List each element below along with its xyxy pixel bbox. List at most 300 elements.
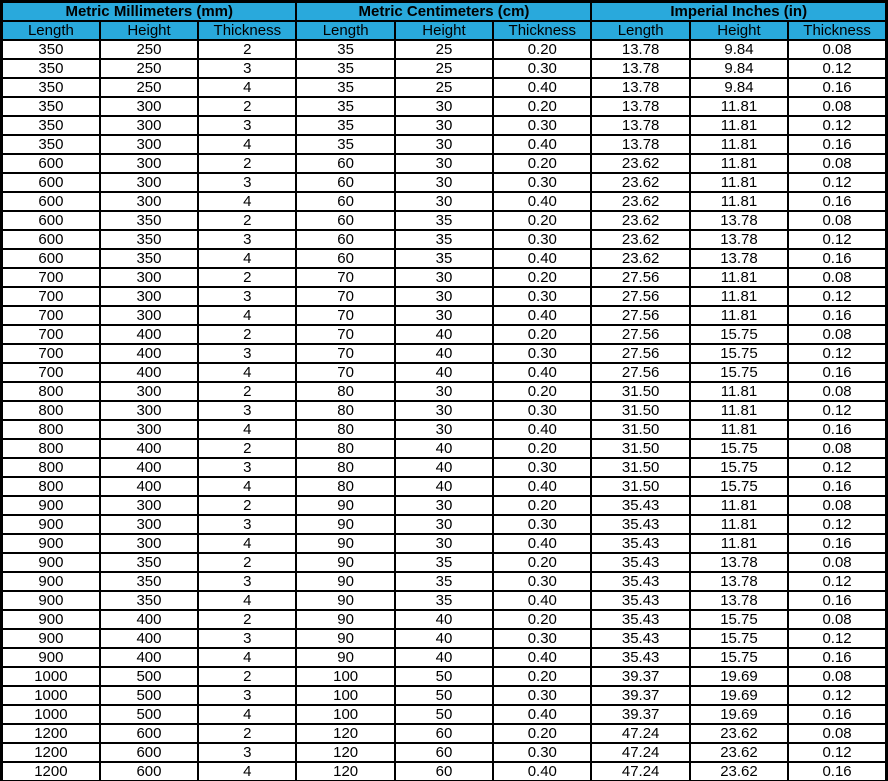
table-cell[interactable]: 600 <box>100 724 198 743</box>
table-cell[interactable]: 23.62 <box>591 249 689 268</box>
table-cell[interactable]: 11.81 <box>690 192 788 211</box>
table-cell[interactable]: 350 <box>100 230 198 249</box>
table-cell[interactable]: 400 <box>100 648 198 667</box>
table-cell[interactable]: 35 <box>296 116 394 135</box>
table-cell[interactable]: 9.84 <box>690 40 788 59</box>
table-cell[interactable]: 300 <box>100 192 198 211</box>
table-cell[interactable]: 30 <box>395 173 493 192</box>
table-cell[interactable]: 60 <box>296 173 394 192</box>
table-cell[interactable]: 30 <box>395 515 493 534</box>
table-cell[interactable]: 60 <box>296 192 394 211</box>
table-cell[interactable]: 0.20 <box>493 40 591 59</box>
table-cell[interactable]: 4 <box>198 477 296 496</box>
table-cell[interactable]: 100 <box>296 705 394 724</box>
table-cell[interactable]: 15.75 <box>690 325 788 344</box>
table-cell[interactable]: 31.50 <box>591 439 689 458</box>
table-cell[interactable]: 2 <box>198 154 296 173</box>
table-cell[interactable]: 30 <box>395 534 493 553</box>
table-cell[interactable]: 0.12 <box>788 629 886 648</box>
table-cell[interactable]: 0.30 <box>493 401 591 420</box>
table-cell[interactable]: 4 <box>198 705 296 724</box>
table-cell[interactable]: 3 <box>198 287 296 306</box>
table-cell[interactable]: 13.78 <box>690 591 788 610</box>
table-cell[interactable]: 15.75 <box>690 458 788 477</box>
table-cell[interactable]: 1000 <box>2 705 100 724</box>
table-cell[interactable]: 35 <box>395 591 493 610</box>
table-cell[interactable]: 35.43 <box>591 534 689 553</box>
table-cell[interactable]: 0.08 <box>788 724 886 743</box>
table-cell[interactable]: 35.43 <box>591 553 689 572</box>
table-cell[interactable]: 0.12 <box>788 686 886 705</box>
table-cell[interactable]: 35 <box>395 553 493 572</box>
table-cell[interactable]: 23.62 <box>591 173 689 192</box>
table-cell[interactable]: 30 <box>395 97 493 116</box>
table-cell[interactable]: 40 <box>395 325 493 344</box>
table-cell[interactable]: 700 <box>2 363 100 382</box>
table-cell[interactable]: 35 <box>395 249 493 268</box>
table-cell[interactable]: 30 <box>395 420 493 439</box>
table-cell[interactable]: 31.50 <box>591 401 689 420</box>
table-cell[interactable]: 300 <box>100 97 198 116</box>
table-cell[interactable]: 2 <box>198 268 296 287</box>
table-cell[interactable]: 500 <box>100 667 198 686</box>
table-cell[interactable]: 13.78 <box>690 211 788 230</box>
table-cell[interactable]: 0.20 <box>493 97 591 116</box>
table-cell[interactable]: 600 <box>2 249 100 268</box>
table-cell[interactable]: 35.43 <box>591 591 689 610</box>
table-cell[interactable]: 31.50 <box>591 382 689 401</box>
table-cell[interactable]: 300 <box>100 382 198 401</box>
table-cell[interactable]: 15.75 <box>690 648 788 667</box>
table-cell[interactable]: 350 <box>2 59 100 78</box>
table-cell[interactable]: 0.08 <box>788 439 886 458</box>
table-cell[interactable]: 0.40 <box>493 135 591 154</box>
table-cell[interactable]: 4 <box>198 534 296 553</box>
table-cell[interactable]: 400 <box>100 610 198 629</box>
table-cell[interactable]: 0.30 <box>493 686 591 705</box>
table-cell[interactable]: 35.43 <box>591 629 689 648</box>
table-cell[interactable]: 11.81 <box>690 173 788 192</box>
table-cell[interactable]: 47.24 <box>591 762 689 781</box>
table-cell[interactable]: 4 <box>198 135 296 154</box>
table-cell[interactable]: 35.43 <box>591 610 689 629</box>
table-cell[interactable]: 9.84 <box>690 59 788 78</box>
table-cell[interactable]: 400 <box>100 363 198 382</box>
table-cell[interactable]: 700 <box>2 268 100 287</box>
table-cell[interactable]: 400 <box>100 458 198 477</box>
table-cell[interactable]: 90 <box>296 572 394 591</box>
table-cell[interactable]: 50 <box>395 705 493 724</box>
table-cell[interactable]: 11.81 <box>690 401 788 420</box>
table-cell[interactable]: 2 <box>198 382 296 401</box>
table-cell[interactable]: 0.20 <box>493 610 591 629</box>
table-cell[interactable]: 350 <box>2 135 100 154</box>
table-cell[interactable]: 23.62 <box>591 154 689 173</box>
table-cell[interactable]: 700 <box>2 325 100 344</box>
table-cell[interactable]: 40 <box>395 458 493 477</box>
table-cell[interactable]: 350 <box>2 116 100 135</box>
table-cell[interactable]: 0.20 <box>493 268 591 287</box>
table-cell[interactable]: 0.08 <box>788 610 886 629</box>
table-cell[interactable]: 31.50 <box>591 477 689 496</box>
table-cell[interactable]: 800 <box>2 382 100 401</box>
table-cell[interactable]: 0.16 <box>788 591 886 610</box>
table-cell[interactable]: 0.30 <box>493 59 591 78</box>
table-cell[interactable]: 0.40 <box>493 477 591 496</box>
table-cell[interactable]: 300 <box>100 268 198 287</box>
table-cell[interactable]: 900 <box>2 515 100 534</box>
table-cell[interactable]: 15.75 <box>690 344 788 363</box>
table-cell[interactable]: 35 <box>395 572 493 591</box>
table-cell[interactable]: 40 <box>395 610 493 629</box>
table-cell[interactable]: 0.20 <box>493 325 591 344</box>
table-cell[interactable]: 1200 <box>2 724 100 743</box>
table-cell[interactable]: 13.78 <box>690 572 788 591</box>
table-cell[interactable]: 11.81 <box>690 135 788 154</box>
table-cell[interactable]: 60 <box>296 230 394 249</box>
table-cell[interactable]: 0.40 <box>493 420 591 439</box>
table-cell[interactable]: 13.78 <box>591 78 689 97</box>
table-cell[interactable]: 60 <box>395 724 493 743</box>
table-cell[interactable]: 2 <box>198 610 296 629</box>
table-cell[interactable]: 27.56 <box>591 287 689 306</box>
table-cell[interactable]: 0.08 <box>788 667 886 686</box>
table-cell[interactable]: 70 <box>296 306 394 325</box>
table-cell[interactable]: 30 <box>395 287 493 306</box>
table-cell[interactable]: 3 <box>198 629 296 648</box>
table-cell[interactable]: 600 <box>2 211 100 230</box>
table-cell[interactable]: 3 <box>198 59 296 78</box>
table-cell[interactable]: 0.20 <box>493 553 591 572</box>
table-cell[interactable]: 2 <box>198 553 296 572</box>
table-cell[interactable]: 35.43 <box>591 648 689 667</box>
table-cell[interactable]: 0.40 <box>493 648 591 667</box>
table-cell[interactable]: 250 <box>100 59 198 78</box>
table-cell[interactable]: 0.08 <box>788 268 886 287</box>
table-cell[interactable]: 15.75 <box>690 363 788 382</box>
table-cell[interactable]: 19.69 <box>690 667 788 686</box>
table-cell[interactable]: 35 <box>296 40 394 59</box>
table-cell[interactable]: 800 <box>2 439 100 458</box>
table-cell[interactable]: 13.78 <box>591 135 689 154</box>
table-cell[interactable]: 23.62 <box>591 192 689 211</box>
table-cell[interactable]: 0.12 <box>788 572 886 591</box>
table-cell[interactable]: 27.56 <box>591 268 689 287</box>
table-cell[interactable]: 0.40 <box>493 249 591 268</box>
table-cell[interactable]: 30 <box>395 135 493 154</box>
table-cell[interactable]: 350 <box>2 40 100 59</box>
table-cell[interactable]: 0.16 <box>788 762 886 781</box>
table-cell[interactable]: 350 <box>100 572 198 591</box>
table-cell[interactable]: 23.62 <box>690 724 788 743</box>
table-cell[interactable]: 0.12 <box>788 59 886 78</box>
table-cell[interactable]: 900 <box>2 610 100 629</box>
table-cell[interactable]: 0.16 <box>788 78 886 97</box>
table-cell[interactable]: 800 <box>2 420 100 439</box>
table-cell[interactable]: 300 <box>100 401 198 420</box>
table-cell[interactable]: 80 <box>296 420 394 439</box>
table-cell[interactable]: 0.12 <box>788 230 886 249</box>
table-cell[interactable]: 0.30 <box>493 230 591 249</box>
table-cell[interactable]: 3 <box>198 686 296 705</box>
table-cell[interactable]: 2 <box>198 325 296 344</box>
table-cell[interactable]: 11.81 <box>690 306 788 325</box>
table-cell[interactable]: 27.56 <box>591 306 689 325</box>
table-cell[interactable]: 0.08 <box>788 97 886 116</box>
table-cell[interactable]: 0.16 <box>788 135 886 154</box>
table-cell[interactable]: 3 <box>198 458 296 477</box>
table-cell[interactable]: 1200 <box>2 743 100 762</box>
table-cell[interactable]: 13.78 <box>591 116 689 135</box>
table-cell[interactable]: 400 <box>100 344 198 363</box>
table-cell[interactable]: 600 <box>100 743 198 762</box>
table-cell[interactable]: 1000 <box>2 686 100 705</box>
table-cell[interactable]: 11.81 <box>690 97 788 116</box>
table-cell[interactable]: 11.81 <box>690 420 788 439</box>
table-cell[interactable]: 4 <box>198 192 296 211</box>
table-cell[interactable]: 13.78 <box>591 59 689 78</box>
table-cell[interactable]: 40 <box>395 477 493 496</box>
table-cell[interactable]: 31.50 <box>591 458 689 477</box>
table-cell[interactable]: 70 <box>296 363 394 382</box>
table-cell[interactable]: 0.30 <box>493 116 591 135</box>
table-cell[interactable]: 15.75 <box>690 477 788 496</box>
table-cell[interactable]: 300 <box>100 420 198 439</box>
table-cell[interactable]: 600 <box>2 192 100 211</box>
table-cell[interactable]: 11.81 <box>690 287 788 306</box>
table-cell[interactable]: 350 <box>2 97 100 116</box>
table-cell[interactable]: 3 <box>198 173 296 192</box>
table-cell[interactable]: 35.43 <box>591 572 689 591</box>
table-cell[interactable]: 0.16 <box>788 705 886 724</box>
table-cell[interactable]: 800 <box>2 477 100 496</box>
table-cell[interactable]: 25 <box>395 59 493 78</box>
table-cell[interactable]: 250 <box>100 40 198 59</box>
table-cell[interactable]: 300 <box>100 534 198 553</box>
table-cell[interactable]: 900 <box>2 572 100 591</box>
table-cell[interactable]: 3 <box>198 230 296 249</box>
table-cell[interactable]: 13.78 <box>690 249 788 268</box>
table-cell[interactable]: 900 <box>2 629 100 648</box>
table-cell[interactable]: 13.78 <box>591 40 689 59</box>
table-cell[interactable]: 3 <box>198 515 296 534</box>
table-cell[interactable]: 19.69 <box>690 686 788 705</box>
table-cell[interactable]: 600 <box>2 173 100 192</box>
table-cell[interactable]: 2 <box>198 211 296 230</box>
table-cell[interactable]: 3 <box>198 401 296 420</box>
table-cell[interactable]: 70 <box>296 287 394 306</box>
table-cell[interactable]: 27.56 <box>591 344 689 363</box>
table-cell[interactable]: 600 <box>2 154 100 173</box>
table-cell[interactable]: 40 <box>395 648 493 667</box>
table-cell[interactable]: 0.30 <box>493 572 591 591</box>
table-cell[interactable]: 35 <box>296 78 394 97</box>
table-cell[interactable]: 700 <box>2 287 100 306</box>
table-cell[interactable]: 500 <box>100 705 198 724</box>
table-cell[interactable]: 700 <box>2 306 100 325</box>
table-cell[interactable]: 4 <box>198 420 296 439</box>
table-cell[interactable]: 13.78 <box>690 230 788 249</box>
table-cell[interactable]: 90 <box>296 553 394 572</box>
table-cell[interactable]: 4 <box>198 363 296 382</box>
table-cell[interactable]: 2 <box>198 667 296 686</box>
table-cell[interactable]: 0.12 <box>788 515 886 534</box>
table-cell[interactable]: 47.24 <box>591 743 689 762</box>
table-cell[interactable]: 0.16 <box>788 534 886 553</box>
table-cell[interactable]: 900 <box>2 648 100 667</box>
table-cell[interactable]: 300 <box>100 515 198 534</box>
table-cell[interactable]: 30 <box>395 382 493 401</box>
table-cell[interactable]: 0.30 <box>493 287 591 306</box>
table-cell[interactable]: 90 <box>296 648 394 667</box>
table-cell[interactable]: 0.08 <box>788 154 886 173</box>
table-cell[interactable]: 19.69 <box>690 705 788 724</box>
table-cell[interactable]: 11.81 <box>690 382 788 401</box>
table-cell[interactable]: 300 <box>100 135 198 154</box>
table-cell[interactable]: 30 <box>395 268 493 287</box>
table-cell[interactable]: 40 <box>395 629 493 648</box>
table-cell[interactable]: 70 <box>296 344 394 363</box>
table-cell[interactable]: 0.40 <box>493 591 591 610</box>
table-cell[interactable]: 11.81 <box>690 268 788 287</box>
table-cell[interactable]: 4 <box>198 591 296 610</box>
table-cell[interactable]: 0.12 <box>788 401 886 420</box>
table-cell[interactable]: 9.84 <box>690 78 788 97</box>
table-cell[interactable]: 0.20 <box>493 154 591 173</box>
table-cell[interactable]: 500 <box>100 686 198 705</box>
table-cell[interactable]: 60 <box>296 211 394 230</box>
table-cell[interactable]: 90 <box>296 610 394 629</box>
table-cell[interactable]: 900 <box>2 591 100 610</box>
table-cell[interactable]: 300 <box>100 116 198 135</box>
table-cell[interactable]: 4 <box>198 78 296 97</box>
table-cell[interactable]: 4 <box>198 306 296 325</box>
table-cell[interactable]: 15.75 <box>690 629 788 648</box>
table-cell[interactable]: 0.40 <box>493 78 591 97</box>
table-cell[interactable]: 11.81 <box>690 534 788 553</box>
table-cell[interactable]: 2 <box>198 496 296 515</box>
table-cell[interactable]: 25 <box>395 40 493 59</box>
table-cell[interactable]: 3 <box>198 344 296 363</box>
table-cell[interactable]: 80 <box>296 458 394 477</box>
table-cell[interactable]: 0.40 <box>493 705 591 724</box>
table-cell[interactable]: 27.56 <box>591 363 689 382</box>
table-cell[interactable]: 120 <box>296 762 394 781</box>
table-cell[interactable]: 250 <box>100 78 198 97</box>
table-cell[interactable]: 0.12 <box>788 173 886 192</box>
table-cell[interactable]: 13.78 <box>591 97 689 116</box>
table-cell[interactable]: 35 <box>296 135 394 154</box>
table-cell[interactable]: 35 <box>395 211 493 230</box>
table-cell[interactable]: 0.08 <box>788 325 886 344</box>
table-cell[interactable]: 0.30 <box>493 515 591 534</box>
table-cell[interactable]: 27.56 <box>591 325 689 344</box>
table-cell[interactable]: 0.30 <box>493 173 591 192</box>
table-cell[interactable]: 0.40 <box>493 192 591 211</box>
table-cell[interactable]: 0.16 <box>788 363 886 382</box>
table-cell[interactable]: 100 <box>296 686 394 705</box>
table-cell[interactable]: 2 <box>198 40 296 59</box>
table-cell[interactable]: 0.12 <box>788 116 886 135</box>
table-cell[interactable]: 600 <box>100 762 198 781</box>
table-cell[interactable]: 0.16 <box>788 192 886 211</box>
table-cell[interactable]: 40 <box>395 344 493 363</box>
table-cell[interactable]: 35 <box>395 230 493 249</box>
table-cell[interactable]: 2 <box>198 97 296 116</box>
table-cell[interactable]: 0.30 <box>493 743 591 762</box>
table-cell[interactable]: 0.16 <box>788 477 886 496</box>
table-cell[interactable]: 4 <box>198 648 296 667</box>
table-cell[interactable]: 0.20 <box>493 382 591 401</box>
table-cell[interactable]: 0.40 <box>493 306 591 325</box>
table-cell[interactable]: 1000 <box>2 667 100 686</box>
table-cell[interactable]: 11.81 <box>690 515 788 534</box>
table-cell[interactable]: 80 <box>296 477 394 496</box>
table-cell[interactable]: 0.30 <box>493 344 591 363</box>
table-cell[interactable]: 120 <box>296 724 394 743</box>
table-cell[interactable]: 30 <box>395 154 493 173</box>
table-cell[interactable]: 350 <box>100 249 198 268</box>
table-cell[interactable]: 100 <box>296 667 394 686</box>
table-cell[interactable]: 350 <box>100 211 198 230</box>
table-cell[interactable]: 0.20 <box>493 439 591 458</box>
table-cell[interactable]: 400 <box>100 477 198 496</box>
table-cell[interactable]: 0.20 <box>493 667 591 686</box>
table-cell[interactable]: 3 <box>198 572 296 591</box>
table-cell[interactable]: 800 <box>2 401 100 420</box>
table-cell[interactable]: 23.62 <box>591 230 689 249</box>
table-cell[interactable]: 800 <box>2 458 100 477</box>
table-cell[interactable]: 15.75 <box>690 439 788 458</box>
table-cell[interactable]: 0.08 <box>788 382 886 401</box>
table-cell[interactable]: 0.08 <box>788 553 886 572</box>
table-cell[interactable]: 23.62 <box>690 743 788 762</box>
table-cell[interactable]: 60 <box>395 762 493 781</box>
table-cell[interactable]: 0.16 <box>788 249 886 268</box>
table-cell[interactable]: 39.37 <box>591 705 689 724</box>
table-cell[interactable]: 30 <box>395 401 493 420</box>
table-cell[interactable]: 300 <box>100 287 198 306</box>
table-cell[interactable]: 900 <box>2 496 100 515</box>
table-cell[interactable]: 0.20 <box>493 211 591 230</box>
table-cell[interactable]: 35.43 <box>591 496 689 515</box>
table-cell[interactable]: 70 <box>296 325 394 344</box>
table-cell[interactable]: 50 <box>395 686 493 705</box>
table-cell[interactable]: 11.81 <box>690 154 788 173</box>
table-cell[interactable]: 60 <box>296 249 394 268</box>
table-cell[interactable]: 300 <box>100 154 198 173</box>
table-cell[interactable]: 30 <box>395 496 493 515</box>
table-cell[interactable]: 90 <box>296 515 394 534</box>
table-cell[interactable]: 3 <box>198 116 296 135</box>
table-cell[interactable]: 4 <box>198 762 296 781</box>
table-cell[interactable]: 35 <box>296 97 394 116</box>
table-cell[interactable]: 23.62 <box>591 211 689 230</box>
table-cell[interactable]: 0.16 <box>788 306 886 325</box>
table-cell[interactable]: 35 <box>296 59 394 78</box>
table-cell[interactable]: 0.08 <box>788 211 886 230</box>
table-cell[interactable]: 50 <box>395 667 493 686</box>
table-cell[interactable]: 0.30 <box>493 629 591 648</box>
table-cell[interactable]: 4 <box>198 249 296 268</box>
table-cell[interactable]: 80 <box>296 439 394 458</box>
table-cell[interactable]: 600 <box>2 230 100 249</box>
table-cell[interactable]: 0.08 <box>788 40 886 59</box>
table-cell[interactable]: 31.50 <box>591 420 689 439</box>
table-cell[interactable]: 35.43 <box>591 515 689 534</box>
table-cell[interactable]: 70 <box>296 268 394 287</box>
table-cell[interactable]: 0.20 <box>493 724 591 743</box>
